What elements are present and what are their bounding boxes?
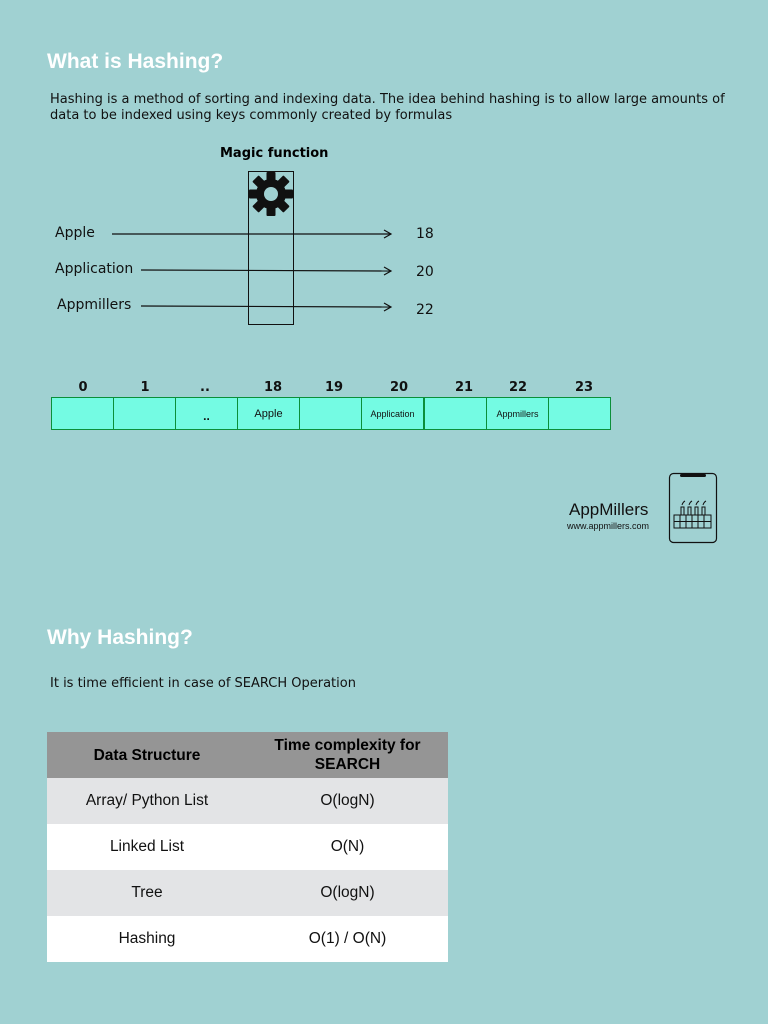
table-cell: Array/ Python List	[47, 778, 247, 824]
table-cell: O(logN)	[247, 778, 448, 824]
hash-function-diagram	[0, 0, 768, 340]
table-cell: Tree	[47, 870, 247, 916]
value-20: 20	[416, 264, 434, 280]
complexity-table	[47, 732, 448, 962]
index-label: 1	[140, 380, 150, 395]
magic-function-label: Magic function	[220, 146, 329, 161]
table-cell: Hashing	[47, 916, 247, 962]
hash-cell: Appmillers	[486, 397, 549, 430]
hash-cell	[548, 397, 611, 430]
index-label: 21	[454, 380, 474, 395]
hash-cell: Application	[361, 397, 424, 430]
key-apple: Apple	[55, 225, 95, 241]
brand-name: AppMillers	[569, 500, 649, 519]
index-label: 20	[389, 380, 409, 395]
index-label: ..	[200, 380, 210, 395]
index-label: 18	[263, 380, 283, 395]
hash-cell	[424, 397, 487, 430]
table-row	[47, 778, 448, 824]
key-appmillers: Appmillers	[57, 297, 132, 313]
diagram-lines	[0, 0, 768, 340]
header-time-complexity: Time complexity for SEARCH	[247, 732, 448, 778]
hash-cell: Apple	[237, 397, 300, 430]
gear-icon	[247, 170, 295, 218]
table-cell: O(N)	[247, 824, 448, 870]
hash-cell	[51, 397, 114, 430]
brand-url: www.appmillers.com	[567, 521, 650, 531]
table-cell: Linked List	[47, 824, 247, 870]
index-label: 19	[324, 380, 344, 395]
hash-cell: ..	[175, 397, 238, 430]
table-row	[47, 916, 448, 962]
arrow-appmillers	[141, 306, 391, 307]
hash-cell	[113, 397, 176, 430]
why-hashing-description: It is time efficient in case of SEARCH Operation	[50, 676, 356, 691]
arrow-application	[141, 270, 391, 271]
table-cell: O(1) / O(N)	[247, 916, 448, 962]
index-label: 0	[78, 380, 88, 395]
appmillers-logo-icon	[668, 472, 718, 544]
table-row	[47, 870, 448, 916]
section-title-what-is-hashing: What is Hashing?	[47, 50, 224, 73]
hash-cell	[299, 397, 362, 430]
table-row	[47, 824, 448, 870]
table-header-row	[47, 732, 448, 778]
index-label: 22	[508, 380, 528, 395]
index-label: 23	[574, 380, 594, 395]
section-title-why-hashing: Why Hashing?	[47, 626, 193, 649]
hashing-description: Hashing is a method of sorting and indexing data. The idea behind hashing is to allow large amounts of data to be indexed using keys commonly created by formulas	[50, 92, 725, 123]
value-22: 22	[416, 302, 434, 318]
header-data-structure: Data Structure	[47, 732, 247, 778]
key-application: Application	[55, 261, 134, 277]
table-cell: O(logN)	[247, 870, 448, 916]
value-18: 18	[416, 226, 434, 242]
